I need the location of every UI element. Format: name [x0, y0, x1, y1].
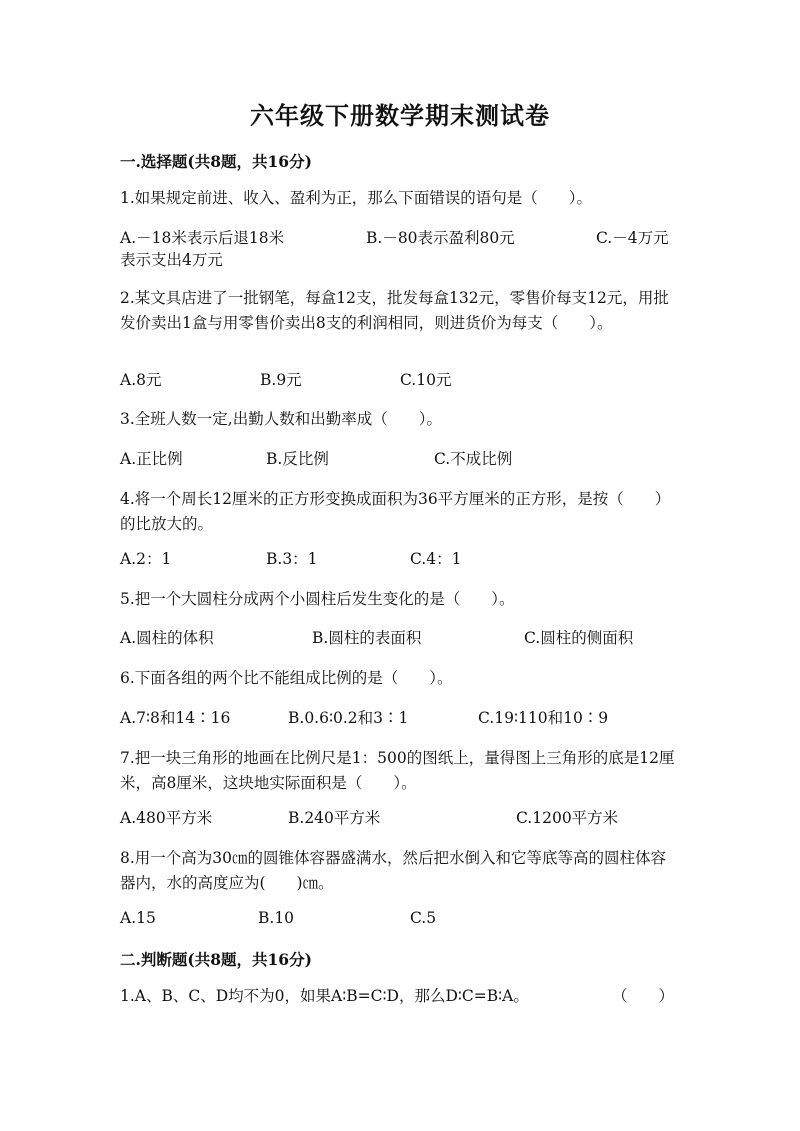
question-3-options	[120, 447, 692, 472]
option-a: A.7∶8和14∶16	[120, 709, 231, 727]
option-c: C.4：1	[410, 550, 462, 568]
option-c: C.10元	[400, 371, 452, 389]
question-8-options	[120, 906, 692, 931]
option-a: A.圆柱的体积	[120, 629, 214, 647]
judgement-1: 1.A、B、C、D均不为0，如果A∶B=C∶D，那么D∶C=B∶A。	[120, 987, 529, 1005]
question-5: 5.把一个大圆柱分成两个小圆柱后发生变化的是（ ）。	[120, 590, 515, 608]
question-6: 6.下面各组的两个比不能组成比例的是（ ）。	[120, 669, 453, 687]
option-a: A.正比例	[120, 450, 183, 468]
option-b: B.－80表示盈利80元	[366, 229, 515, 247]
option-b: B.3：1	[266, 550, 318, 568]
option-c: C.19∶110和10∶9	[478, 709, 609, 727]
option-b: B.9元	[260, 371, 302, 389]
question-2-options	[120, 368, 692, 393]
option-a: A.2：1	[120, 550, 172, 568]
question-7-options	[120, 806, 692, 831]
option-a: A.480平方米	[120, 809, 213, 827]
question-4-options	[120, 547, 692, 572]
question-2: 2.某文具店进了一批钢笔，每盒12支，批发每盒132元，零售价每支12元，用批发价卖出1盒与用零售价卖出8支的利润相同，则进货价为每支（ ）。	[120, 289, 669, 332]
question-6-options	[120, 706, 692, 731]
option-c: C.－4万元	[596, 229, 669, 247]
question-7: 7.把一块三角形的地画在比例尺是1：500的图纸上，量得图上三角形的底是12厘米，高8厘米，这块地实际面积是（ ）。	[120, 749, 675, 792]
option-b: B.反比例	[266, 450, 329, 468]
option-c: C.圆柱的侧面积	[524, 629, 634, 647]
section-heading-choice: 一.选择题(共8题，共16分)	[120, 152, 312, 171]
question-8: 8.用一个高为30㎝的圆锥体容器盛满水，然后把水倒入和它等底等高的圆柱体容器内，水的高度应为( )㎝。	[120, 849, 667, 892]
option-b: B.0.6∶0.2和3∶1	[288, 709, 409, 727]
option-a: A.－18米表示后退18米	[120, 229, 285, 247]
option-c: C.1200平方米	[516, 809, 619, 827]
option-b: B.10	[258, 909, 295, 927]
answer-blank: （ ）	[612, 987, 675, 1005]
option-b: B.240平方米	[288, 809, 381, 827]
question-1: 1.如果规定前进、收入、盈利为正，那么下面错误的语句是（ ）。	[120, 189, 593, 207]
option-a: A.15	[120, 909, 156, 927]
section-heading-judgement: 二.判断题(共8题，共16分)	[120, 950, 312, 969]
question-5-options	[120, 626, 692, 651]
option-c: C.不成比例	[434, 450, 513, 468]
option-b: B.圆柱的表面积	[312, 629, 422, 647]
question-3: 3.全班人数一定,出勤人数和出勤率成（ ）。	[120, 410, 442, 428]
page-title: 六年级下册数学期末测试卷	[250, 101, 550, 130]
option-a: A.8元	[120, 371, 162, 389]
option-c: C.5	[410, 909, 437, 927]
option-c-continuation: 表示支出4万元	[120, 251, 223, 269]
question-4: 4.将一个周长12厘米的正方形变换成面积为36平方厘米的正方形，是按（ ）的比放大的。	[120, 490, 671, 533]
